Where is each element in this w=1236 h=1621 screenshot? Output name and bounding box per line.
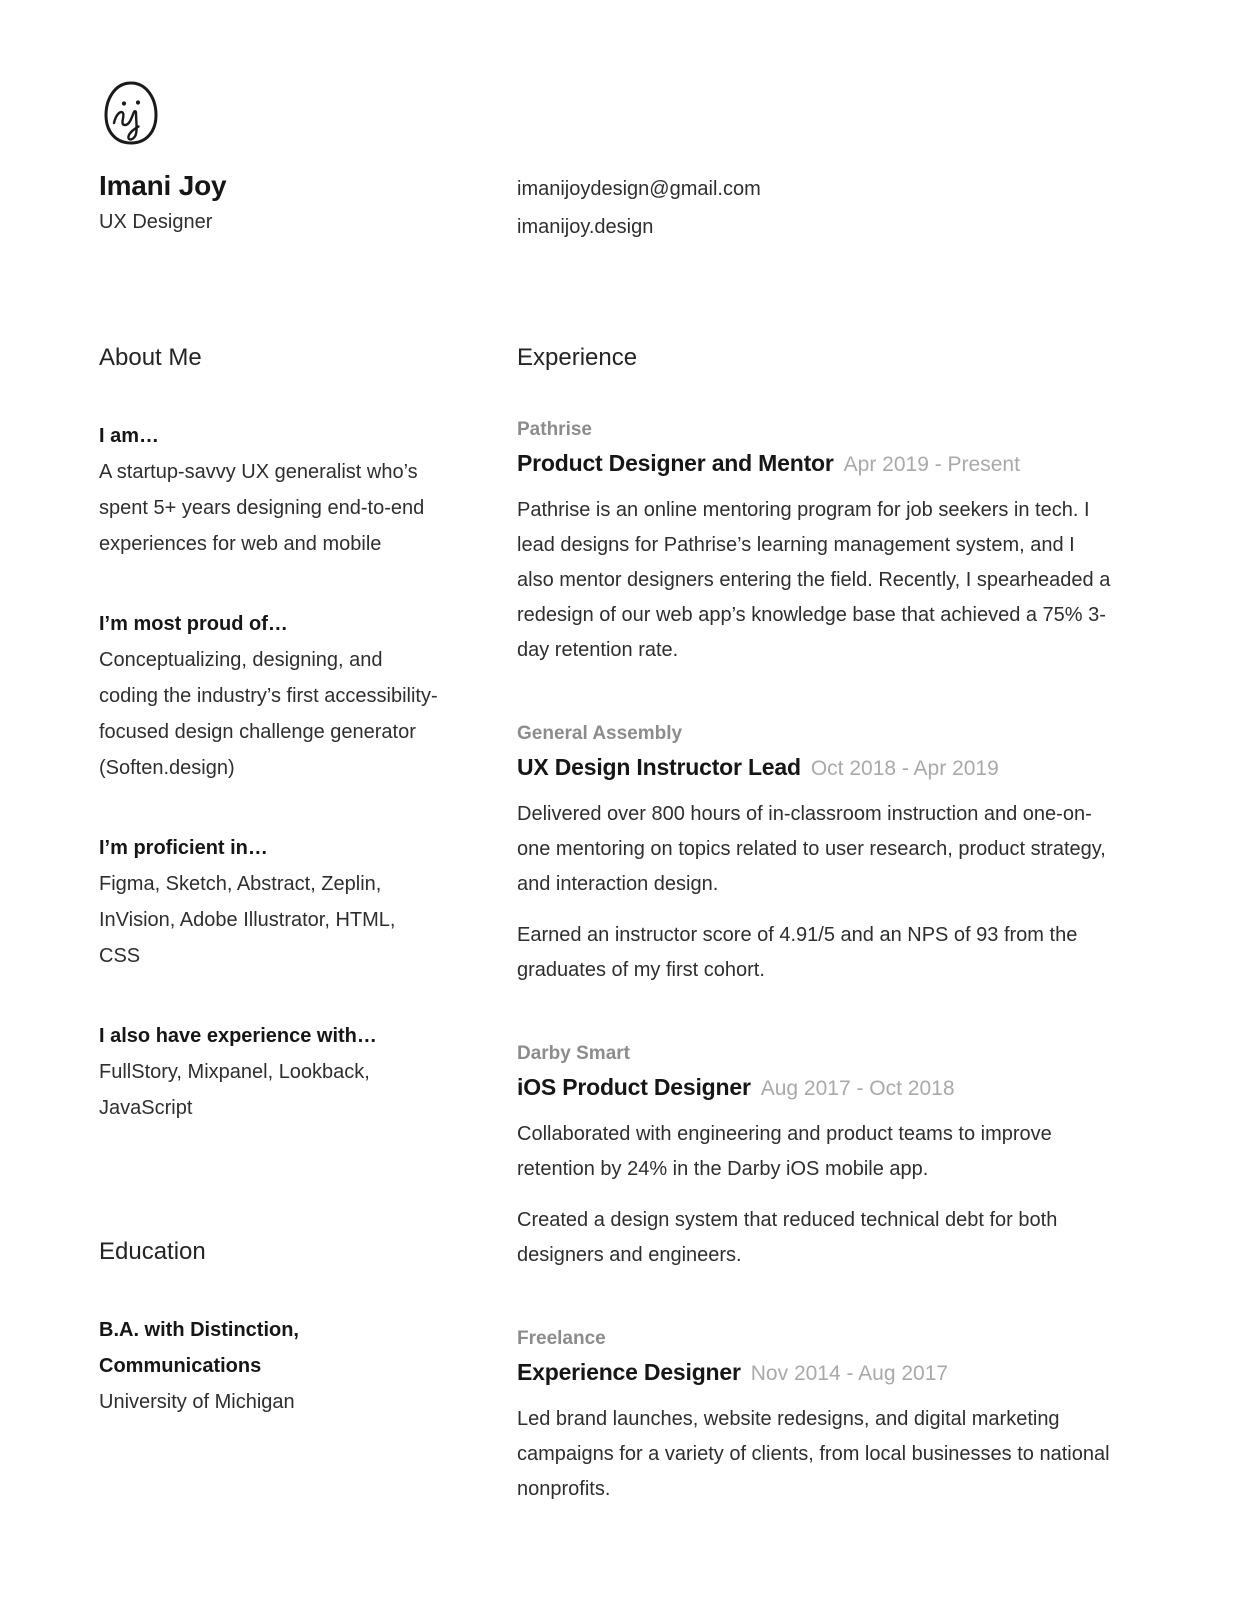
contact-website: imanijoy.design: [517, 216, 654, 238]
job-dates: Oct 2018 - Apr 2019: [810, 757, 999, 780]
job-company: General Assembly: [517, 723, 683, 744]
education-degree: B.A. with Distinction,: [99, 1319, 299, 1341]
job-description: Collaborated with engineering and product teams to improve retention by 24% in the Darby iOS mobile app.: [517, 1123, 1052, 1180]
contact-block: [517, 170, 1116, 246]
job-title-row: [517, 450, 1116, 477]
job-description: Earned an instructor score of 4.91/5 and an NPS of 93 from the graduates of my first cohort.: [517, 924, 1078, 981]
ij-monogram-icon: [99, 80, 163, 146]
job-description: Pathrise is an online mentoring program for job seekers in tech. I lead designs for Pathrise’s learning management system, and I also mentor designers entering the field. Recently, I spearheaded a redesign of our web app’s knowledge base that achieved a 75% 3-day retention rate.: [517, 499, 1111, 661]
about-item-label: I’m proficient in…: [99, 837, 268, 859]
experience-heading: Experience: [517, 344, 638, 371]
job-title: Experience Designer: [517, 1359, 741, 1385]
person-name: Imani Joy: [99, 170, 227, 201]
job-freelance: [517, 1327, 1116, 1507]
job-company: Freelance: [517, 1328, 606, 1349]
job-title: Product Designer and Mentor: [517, 450, 834, 476]
job-title-row: [517, 1359, 1116, 1386]
job-company: Darby Smart: [517, 1043, 630, 1064]
job-title-row: [517, 1074, 1116, 1101]
about-item-text: Figma, Sketch, Abstract, Zeplin, InVision, Adobe Illustrator, HTML, CSS: [99, 873, 396, 967]
job-title-row: [517, 754, 1116, 781]
main-content: [99, 344, 1116, 1561]
name-block: [99, 170, 517, 234]
job-dates: Aug 2017 - Oct 2018: [760, 1077, 955, 1100]
contact-email: imanijoydesign@gmail.com: [517, 178, 761, 200]
job-description: Delivered over 800 hours of in-classroom instruction and one-on-one mentoring on topics related to user research, product strategy, and interaction design.: [517, 803, 1106, 895]
job-pathrise: [517, 418, 1116, 668]
experience-section: [517, 344, 1116, 1561]
job-dates: Nov 2014 - Aug 2017: [750, 1362, 949, 1385]
job-darby-smart: [517, 1042, 1116, 1273]
job-dates: Apr 2019 - Present: [843, 453, 1020, 476]
header: [99, 170, 1116, 246]
education-heading: Education: [99, 1238, 206, 1265]
about-item-experience-with: [99, 1018, 439, 1126]
about-item-label: I also have experience with…: [99, 1025, 377, 1047]
education-degree-major: Communications: [99, 1355, 262, 1377]
about-item-text: A startup-savvy UX generalist who’s spent 5+ years designing end-to-end experiences for web and mobile: [99, 461, 425, 555]
education-school: University of Michigan: [99, 1391, 295, 1413]
person-role: UX Designer: [99, 211, 213, 233]
left-column: [99, 344, 439, 1420]
job-title: UX Design Instructor Lead: [517, 754, 801, 780]
job-title: iOS Product Designer: [517, 1074, 751, 1100]
about-item-text: FullStory, Mixpanel, Lookback, JavaScript: [99, 1061, 370, 1119]
job-description: Led brand launches, website redesigns, and digital marketing campaigns for a variety of clients, from local businesses to national nonprofits.: [517, 1408, 1110, 1500]
job-company: Pathrise: [517, 419, 592, 440]
about-item-text: Conceptualizing, designing, and coding the industry’s first accessibility-focused design challenge generator (Soften.design): [99, 649, 438, 779]
job-general-assembly: [517, 722, 1116, 988]
about-item-proud-of: [99, 606, 439, 786]
about-heading: About Me: [99, 344, 202, 371]
education-section: [99, 1238, 439, 1420]
job-description: Created a design system that reduced technical debt for both designers and engineers.: [517, 1209, 1058, 1266]
about-item-i-am: [99, 418, 439, 562]
about-item-label: I’m most proud of…: [99, 613, 288, 635]
about-item-label: I am…: [99, 425, 160, 447]
about-item-proficient-in: [99, 830, 439, 974]
